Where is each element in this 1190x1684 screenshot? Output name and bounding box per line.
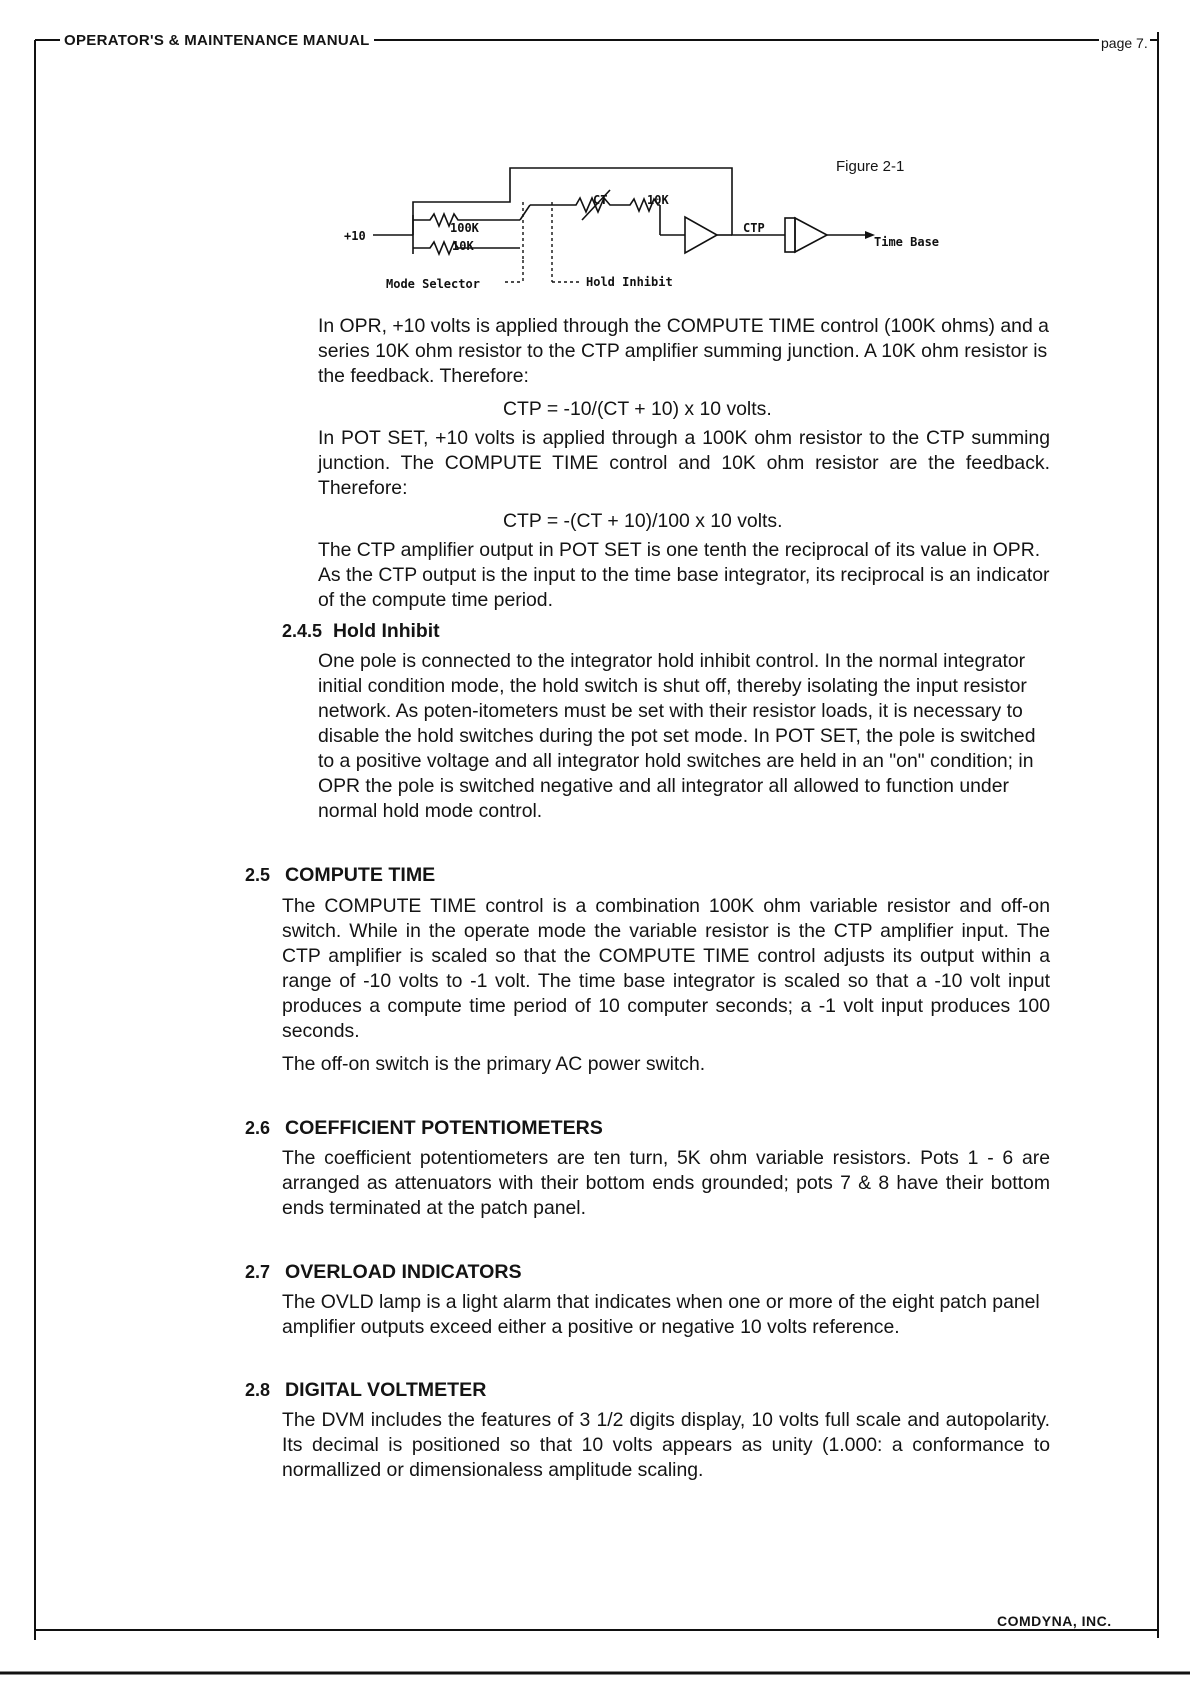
label-hold-inhibit: Hold Inhibit <box>586 275 673 289</box>
section-title: COEFFICIENT POTENTIOMETERS <box>285 1117 603 1139</box>
section-title: DIGITAL VOLTMETER <box>285 1379 487 1401</box>
equation-pot-set: CTP = -(CT + 10)/100 x 10 volts. <box>503 510 783 532</box>
label-ct: CT <box>593 193 608 207</box>
section-number: 2.4.5 <box>282 621 323 641</box>
heading-coefficient-pots <box>245 1117 603 1140</box>
ct-potentiometer <box>564 198 660 212</box>
paragraph-opr: In OPR, +10 volts is applied through the COMPUTE TIME control (100K ohms) and a series 10K ohm resistor to the CTP amplifier summing junction. A 10K ohm resistor is the feedback. Therefore: <box>318 315 1049 387</box>
label-10k-series: 10K <box>647 193 669 207</box>
section-title: OVERLOAD INDICATORS <box>285 1261 522 1283</box>
heading-hold-inhibit <box>282 620 440 643</box>
manual-title: OPERATOR'S & MAINTENANCE MANUAL <box>60 32 374 49</box>
section-number: 2.5 <box>245 865 271 885</box>
section-title: COMPUTE TIME <box>285 864 436 886</box>
paragraph-compute-time: The COMPUTE TIME control is a combination 100K ohm variable resistor and off-on switch. While in the operate mode the variable resistor is the CTP amplifier input. The CTP amplifier is scaled so that the COMPUTE TIME control adjusts its output within a range of -10 volts to -1 volt. The time base integrator is scaled so that a -10 volt input produces a compute time period of 10 computer seconds; a -1 volt input produces 100 seconds. <box>282 895 1050 1042</box>
label-ctp: CTP <box>743 221 765 235</box>
label-time-base: Time Base <box>874 235 940 249</box>
heading-digital-voltmeter <box>245 1379 486 1402</box>
label-10k: 10K <box>452 239 474 253</box>
section-number: 2.8 <box>245 1380 271 1400</box>
figure-caption: Figure 2-1 <box>836 158 905 175</box>
paragraph-power-switch: The off-on switch is the primary AC power switch. <box>282 1053 706 1075</box>
mode-switch-pole <box>520 205 530 220</box>
label-100k: 100K <box>450 221 479 235</box>
paragraph-ctp-output: The CTP amplifier output in POT SET is one tenth the reciprocal of its value in OPR. As the CTP output is the input to the time base integrator, its reciprocal is an indicator of the compute time period. <box>318 539 1050 611</box>
section-number: 2.7 <box>245 1262 271 1282</box>
page-number: page 7. <box>1101 35 1148 51</box>
heading-overload-indicators <box>245 1261 522 1284</box>
section-number: 2.6 <box>245 1118 271 1138</box>
paragraph-digital-voltmeter: The DVM includes the features of 3 1/2 digits display, 10 volts full scale and autopolarity. Its decimal is positioned so that 10 volts appears as unity (1.000: a conformance to normallized or dimensionaless amplitude scaling. <box>282 1409 1050 1481</box>
time-base-integrator <box>795 218 827 252</box>
label-input: +10 <box>344 229 366 243</box>
equation-opr: CTP = -10/(CT + 10) x 10 volts. <box>503 398 772 420</box>
paragraph-hold-inhibit: One pole is connected to the integrator hold inhibit control. In the normal integrator initial condition mode, the hold switch is shut off, thereby isolating the input resistor network. As poten-itometers must be set with their resistor loads, it is necessary to disable the hold switches during the pot set mode. In POT SET, the pole is switched to a positive voltage and all integrator hold switches are held in an "on" condition; in OPR the pole is switched negative and all integrator all allowed to function under normal hold mode control. <box>318 650 1036 822</box>
paragraph-overload-indicators: The OVLD lamp is a light alarm that indicates when one or more of the eight patch panel amplifier outputs exceed either a positive or negative 10 volts reference. <box>282 1291 1040 1338</box>
circuit-diagram <box>330 160 970 300</box>
company-name: COMDYNA, INC. <box>994 1613 1115 1629</box>
integrator-capacitor <box>785 218 795 252</box>
paragraph-pot-set: In POT SET, +10 volts is applied through a 100K ohm resistor to the CTP summing junction. The COMPUTE TIME control and 10K ohm resistor are the feedback. Therefore: <box>318 427 1050 499</box>
section-title: Hold Inhibit <box>333 620 440 642</box>
label-mode-selector: Mode Selector <box>386 277 480 291</box>
ctp-amplifier <box>685 217 717 253</box>
heading-compute-time <box>245 864 435 887</box>
paragraph-coefficient-pots: The coefficient potentiometers are ten turn, 5K ohm variable resistors. Pots 1 - 6 are arranged as attenuators with their bottom ends grounded; pots 7 & 8 have their bottom ends terminated at the patch panel. <box>282 1147 1050 1219</box>
